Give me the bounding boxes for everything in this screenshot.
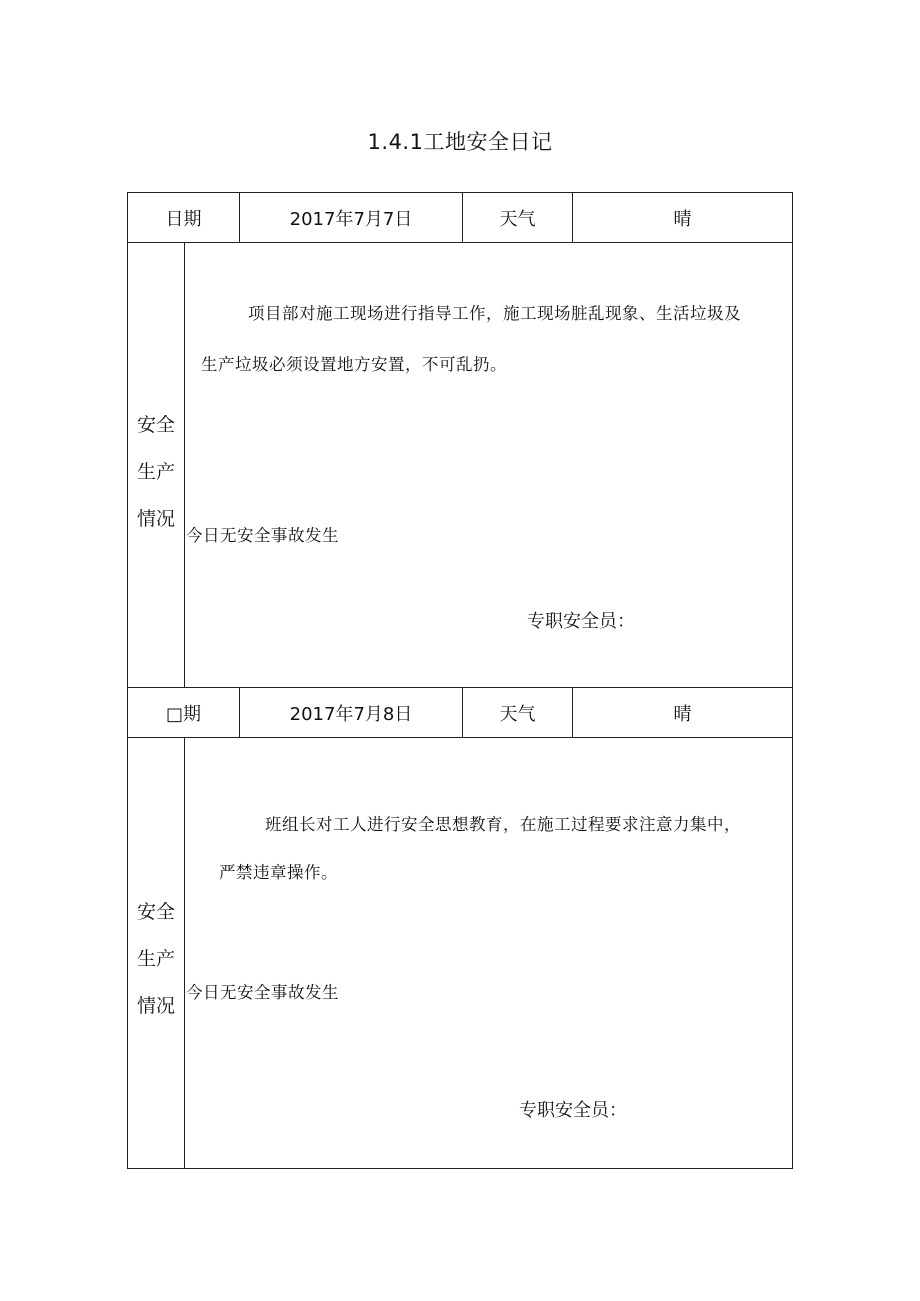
accident-status: 今日无安全事故发生 (186, 983, 339, 1002)
date-value: 2017年7月8日 (289, 703, 413, 725)
date-label: 日期 (165, 208, 202, 230)
accident-status: 今日无安全事故发生 (186, 526, 339, 545)
content-line: 严禁违章操作。 (219, 863, 338, 882)
safety-officer-signature: 专职安全员： (527, 611, 635, 632)
section-label: 安全 生产 情况 (136, 901, 175, 1017)
content-line: 项目部对施工现场进行指导工作，施工现场脏乱现象、生活垃圾及 (248, 304, 741, 323)
date-label: □期 (165, 703, 201, 725)
content-line: 生产垃圾必须设置地方安置，不可乱扔。 (201, 355, 507, 374)
weather-label: 天气 (499, 703, 536, 725)
safety-officer-signature: 专职安全员： (519, 1100, 627, 1121)
page-title: 1.4.1工地安全日记 (367, 130, 553, 154)
weather-label: 天气 (499, 208, 536, 230)
content-line: 班组长对工人进行安全思想教育，在施工过程要求注意力集中， (265, 815, 741, 834)
section-label: 安全 生产 情况 (136, 414, 175, 530)
weather-value: 晴 (673, 703, 692, 725)
date-value: 2017年7月7日 (289, 208, 413, 230)
weather-value: 晴 (673, 208, 692, 230)
